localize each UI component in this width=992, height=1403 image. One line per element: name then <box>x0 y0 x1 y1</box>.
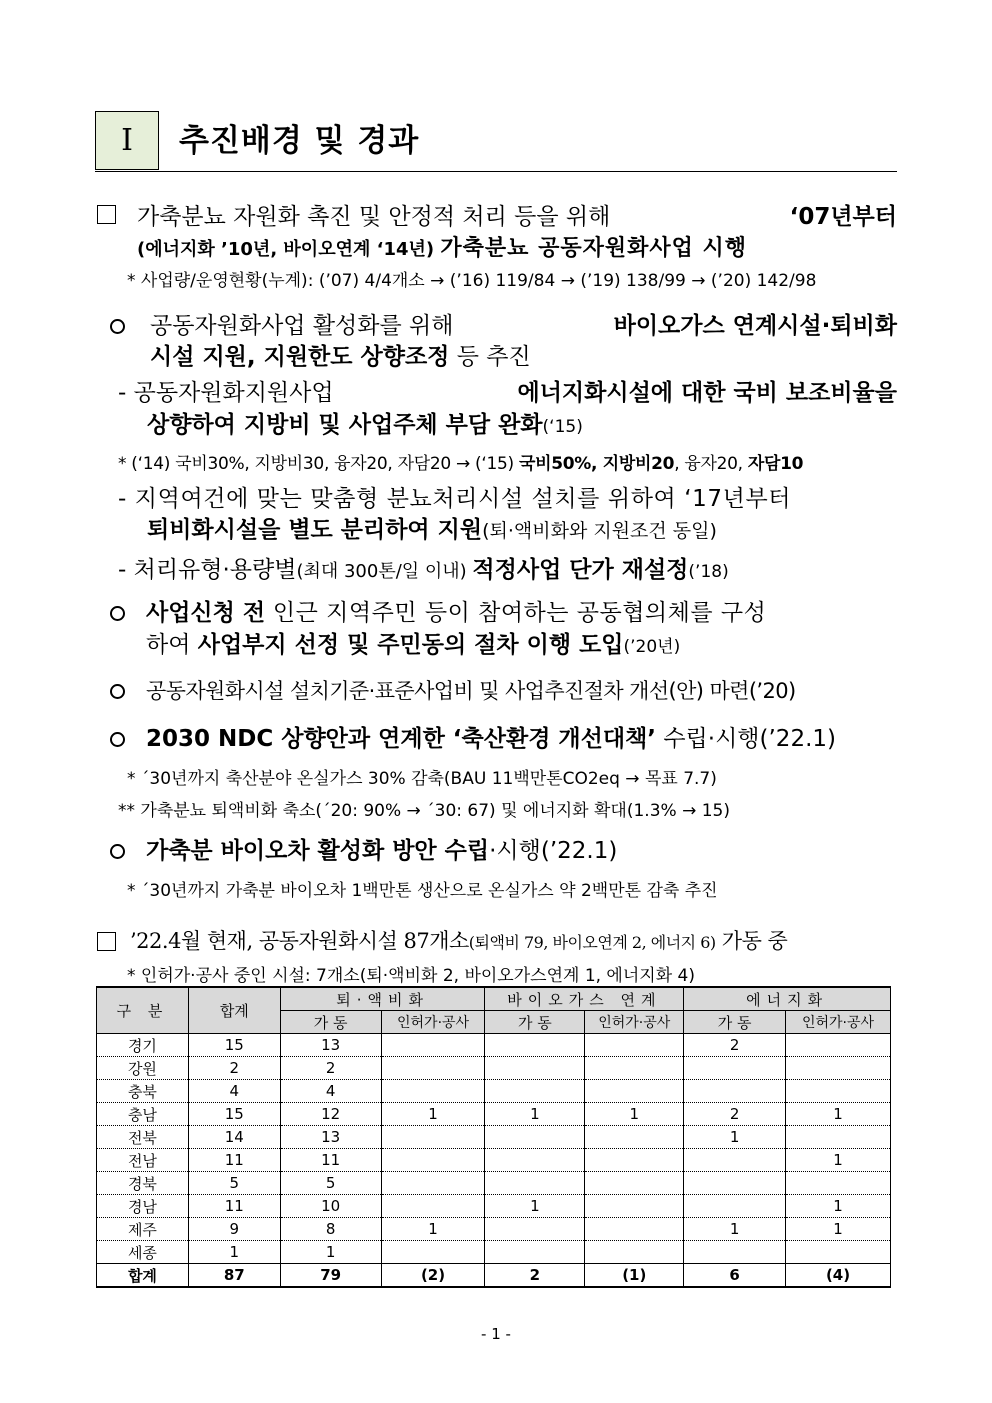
table-cell: (2) <box>381 1264 485 1288</box>
table-cell: 14 <box>188 1126 280 1149</box>
table-cell: 5 <box>280 1172 381 1195</box>
region-cell: 전북 <box>97 1126 189 1149</box>
o5-note: * ´30년까지 가축분 바이오차 1백만톤 생산으로 온실가스 약 2백만톤 감축 추진 <box>127 881 718 901</box>
o5-emphasis: 가축분 바이오차 활성화 방안 수립 <box>146 838 490 864</box>
circle-bullet-icon <box>110 606 125 621</box>
d1-text: - 공동자원화지원사업 <box>118 380 334 406</box>
header-energy: 에너지화 <box>684 987 891 1011</box>
table-cell <box>684 1172 786 1195</box>
table-cell: 1 <box>684 1218 786 1241</box>
p2-tail: 가동 중 <box>715 929 788 953</box>
table-cell <box>585 1080 684 1103</box>
o2-text: 인근 지역주민 등이 참여하는 공동협의체를 구성 <box>265 600 767 626</box>
circle-bullet-icon <box>110 319 125 334</box>
square-bullet-icon <box>97 205 116 224</box>
region-cell: 합계 <box>97 1264 189 1288</box>
d2-emphasis: 퇴비화시설을 별도 분리하여 지원 <box>147 517 483 543</box>
d1-note-c: , 융자20, <box>674 454 748 474</box>
p2-line <box>130 925 787 955</box>
o4-emphasis: ‘축산환경 개선대책’ <box>452 726 657 752</box>
o1-line2 <box>150 338 531 371</box>
table-cell: 1 <box>188 1241 280 1264</box>
p1-business: 가축분뇨 공동자원화사업 시행 <box>440 236 748 261</box>
table-cell <box>585 1126 684 1149</box>
o4-bold-a: 2030 NDC 상향안과 연계한 <box>146 726 453 752</box>
table-row <box>97 1149 891 1172</box>
o4-line <box>146 720 836 753</box>
table-cell <box>381 1241 485 1264</box>
d2-paren: (퇴·액비화와 지원조건 동일) <box>482 520 717 542</box>
region-cell: 전남 <box>97 1149 189 1172</box>
table-cell <box>684 1080 786 1103</box>
header-running: 가 동 <box>485 1011 585 1034</box>
o2-emphasis: 사업신청 전 <box>146 600 266 626</box>
p2-text: ’22.4월 현재, 공동자원화시설 87개소 <box>130 929 469 953</box>
header-biogas: 바이오가스 연계 <box>485 987 684 1011</box>
table-row <box>97 1195 891 1218</box>
table-cell <box>485 1126 585 1149</box>
table-cell <box>485 1080 585 1103</box>
table-cell: 1 <box>786 1103 891 1126</box>
circle-bullet-icon <box>110 732 125 747</box>
p1-emphasis: ‘07년부터 <box>789 204 897 230</box>
header-running: 가 동 <box>684 1011 786 1034</box>
d1-emphasis2: 상향하여 지방비 및 사업주체 부담 완화 <box>147 412 543 438</box>
table-cell: 1 <box>786 1195 891 1218</box>
d2-line2 <box>147 511 717 544</box>
table-cell <box>485 1241 585 1264</box>
region-cell: 세종 <box>97 1241 189 1264</box>
table-cell: (4) <box>786 1264 891 1288</box>
o2-text2: 하여 <box>146 632 198 658</box>
header-permit: 인허가·공사 <box>786 1011 891 1034</box>
table-cell: 15 <box>188 1034 280 1057</box>
table-cell <box>585 1218 684 1241</box>
table-cell <box>585 1149 684 1172</box>
table-cell <box>585 1057 684 1080</box>
table-cell <box>786 1080 891 1103</box>
o2-year: (’20년) <box>623 637 681 657</box>
d1-note-b: 국비50%, 지방비20 <box>518 454 675 474</box>
table-row <box>97 1218 891 1241</box>
table-total-row <box>97 1264 891 1288</box>
table-cell: 1 <box>585 1103 684 1126</box>
header-compost: 퇴·액비화 <box>280 987 485 1011</box>
table-cell <box>485 1218 585 1241</box>
header-total: 합계 <box>188 987 280 1034</box>
d1-note-d: 자담10 <box>747 454 804 474</box>
o2-line2 <box>146 626 680 659</box>
table-row <box>97 1126 891 1149</box>
table-cell <box>381 1195 485 1218</box>
o4-note1: * ´30년까지 축산분야 온실가스 30% 감축(BAU 11백만톤CO2eq → 목표 7.7) <box>127 769 717 789</box>
table-cell: 1 <box>786 1218 891 1241</box>
o4-note2: ** 가축분뇨 퇴액비화 축소(´20: 90% → ´30: 67) 및 에너지화 확대(1.3% → 15) <box>118 801 730 821</box>
table-cell: 79 <box>280 1264 381 1288</box>
table-cell: 2 <box>684 1103 786 1126</box>
o1-text: 공동자원화사업 활성화를 위해 <box>150 313 454 339</box>
d2-line1: - 지역여건에 맞는 맞춤형 분뇨처리시설 설치를 위하여 ‘17년부터 <box>118 486 792 512</box>
table-cell <box>485 1149 585 1172</box>
table-cell: 4 <box>280 1080 381 1103</box>
table-cell: 4 <box>188 1080 280 1103</box>
d3-year: (’18) <box>688 562 729 582</box>
d3-emphasis: 적정사업 단가 재설정 <box>472 557 689 583</box>
table-cell <box>485 1172 585 1195</box>
table-cell <box>786 1172 891 1195</box>
table-cell <box>786 1126 891 1149</box>
table-cell: 1 <box>381 1103 485 1126</box>
page-number: - 1 - <box>481 1325 511 1343</box>
section-title: 추진배경 및 경과 <box>179 123 420 159</box>
table-cell <box>684 1241 786 1264</box>
table-row <box>97 1057 891 1080</box>
header-permit: 인허가·공사 <box>381 1011 485 1034</box>
region-cell: 강원 <box>97 1057 189 1080</box>
table-cell: 1 <box>786 1149 891 1172</box>
d1-line1 <box>118 374 897 407</box>
table-cell: 1 <box>280 1241 381 1264</box>
p1-line1 <box>137 198 897 231</box>
d3-text: - 처리유형·용량별 <box>118 557 297 583</box>
region-cell: 충남 <box>97 1103 189 1126</box>
header-permit: 인허가·공사 <box>585 1011 684 1034</box>
table-cell <box>585 1034 684 1057</box>
table-cell: 2 <box>188 1057 280 1080</box>
d3-paren: (최대 300톤/일 이내) <box>296 561 473 582</box>
table-cell <box>585 1195 684 1218</box>
o1-line1 <box>150 307 897 340</box>
table-cell <box>684 1057 786 1080</box>
table-cell: 5 <box>188 1172 280 1195</box>
table-cell: 10 <box>280 1195 381 1218</box>
d3-line <box>118 551 729 584</box>
table-cell: 2 <box>485 1264 585 1288</box>
table-cell <box>381 1080 485 1103</box>
o5-line <box>146 832 617 865</box>
table-cell: 15 <box>188 1103 280 1126</box>
o1-emphasis: 바이오가스 연계시설·퇴비화 <box>613 313 897 339</box>
d1-year: (‘15) <box>542 417 583 437</box>
section-header <box>95 111 897 172</box>
table-cell <box>381 1126 485 1149</box>
d1-note <box>118 449 803 474</box>
table-cell <box>786 1057 891 1080</box>
table-cell: 12 <box>280 1103 381 1126</box>
table-cell <box>684 1149 786 1172</box>
region-cell: 경남 <box>97 1195 189 1218</box>
p2-note: * 인허가·공사 중인 시설: 7개소(퇴·액비화 2, 바이오가스연계 1, 에너지화 4) <box>127 966 695 986</box>
d1-emphasis: 에너지화시설에 대한 국비 보조비율을 <box>517 380 897 406</box>
table-cell <box>786 1034 891 1057</box>
table-cell: 11 <box>188 1195 280 1218</box>
header-running: 가 동 <box>280 1011 381 1034</box>
table-cell <box>585 1172 684 1195</box>
table-row <box>97 1080 891 1103</box>
table-cell: 13 <box>280 1034 381 1057</box>
table-cell <box>585 1241 684 1264</box>
table-cell <box>485 1057 585 1080</box>
table-cell <box>381 1034 485 1057</box>
d1-line2 <box>147 406 583 439</box>
p2-paren: (퇴액비 79, 바이오연계 2, 에너지 6) <box>468 933 716 952</box>
table-body <box>97 1034 891 1288</box>
table-cell: 1 <box>684 1126 786 1149</box>
table-cell: 8 <box>280 1218 381 1241</box>
p1-text: 가축분뇨 자원화 촉진 및 안정적 처리 등을 위해 <box>137 204 611 230</box>
o2-emphasis2: 사업부지 선정 및 주민동의 절차 이행 도입 <box>197 632 624 658</box>
d1-note-a: * (‘14) 국비30%, 지방비30, 융자20, 자담20 → (‘15) <box>118 454 519 474</box>
table-cell <box>786 1241 891 1264</box>
table-cell: 2 <box>684 1034 786 1057</box>
table-row <box>97 1241 891 1264</box>
circle-bullet-icon <box>110 684 125 699</box>
table-cell: 9 <box>188 1218 280 1241</box>
table-row <box>97 1172 891 1195</box>
table-row <box>97 1034 891 1057</box>
region-cell: 제주 <box>97 1218 189 1241</box>
table-cell: 13 <box>280 1126 381 1149</box>
region-cell: 경북 <box>97 1172 189 1195</box>
table-cell <box>381 1057 485 1080</box>
table-cell: 1 <box>381 1218 485 1241</box>
region-cell: 경기 <box>97 1034 189 1057</box>
table-cell <box>381 1172 485 1195</box>
table-cell: 11 <box>188 1149 280 1172</box>
p1-years: (에너지화 ’10년, 바이오연계 ‘14년) <box>137 239 441 260</box>
table-cell: 2 <box>280 1057 381 1080</box>
region-cell: 충북 <box>97 1080 189 1103</box>
table-cell: 11 <box>280 1149 381 1172</box>
p1-note: * 사업량/운영현황(누계): (’07) 4/4개소 → (’16) 119/84 → (’19) 138/99 → (’20) 142/98 <box>127 271 817 291</box>
o5-text: ·시행(’22.1) <box>489 838 618 864</box>
facility-status-table <box>96 986 891 1288</box>
table-cell <box>485 1034 585 1057</box>
p1-line2 <box>137 231 897 262</box>
section-number: Ⅰ <box>95 111 159 170</box>
table-row <box>97 1103 891 1126</box>
o3-line: 공동자원화시설 설치기준·표준사업비 및 사업추진절차 개선(안) 마련(’20) <box>146 679 796 703</box>
table-cell <box>684 1195 786 1218</box>
table-cell: 6 <box>684 1264 786 1288</box>
circle-bullet-icon <box>110 844 125 859</box>
table-cell: 1 <box>485 1103 585 1126</box>
table-cell: 87 <box>188 1264 280 1288</box>
o1-emphasis2: 시설 지원, 지원한도 상향조정 <box>150 344 450 370</box>
table-cell: (1) <box>585 1264 684 1288</box>
table-cell: 1 <box>485 1195 585 1218</box>
table-cell <box>381 1149 485 1172</box>
o1-text2: 등 추진 <box>449 344 531 370</box>
header-region: 구 분 <box>97 987 189 1034</box>
o2-line1 <box>146 594 897 627</box>
square-bullet-icon <box>97 932 116 951</box>
o4-text: 수립·시행(’22.1) <box>656 726 836 752</box>
